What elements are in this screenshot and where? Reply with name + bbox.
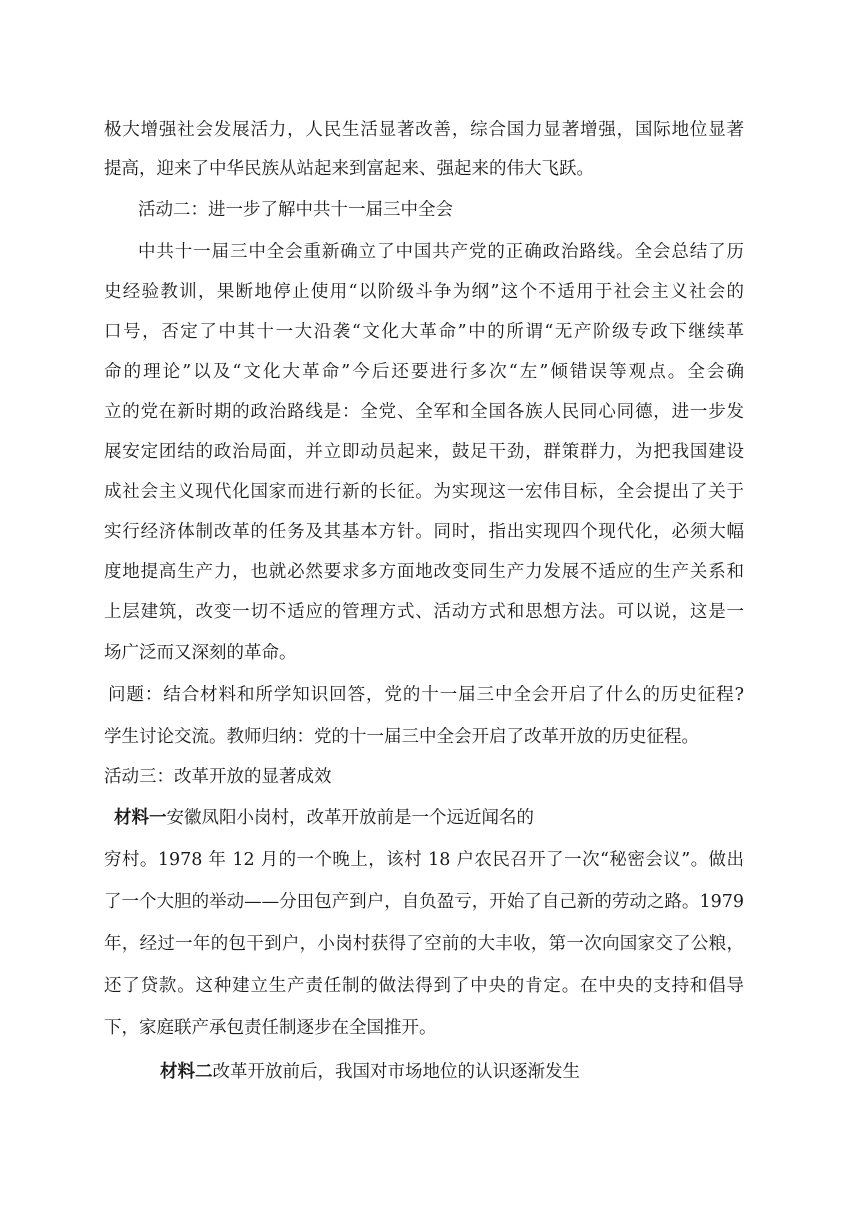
summary-line: 学生讨论交流。教师归纳：党的十一届三中全会开启了改革开放的历史征程。 [104, 727, 699, 747]
paragraph-line: 还了贷款。这种建立生产责任制的做法得到了中央的肯定。在中央的支持和倡导 [104, 976, 744, 996]
section-heading-activity-2: 活动二：进一步了解中共十一届三中全会 [138, 200, 453, 220]
paragraph-line: 命的理论”以及“文化大革命”今后还要进行多次“左”倾错误等观点。全会确 [104, 362, 744, 382]
paragraph-line: 年，经过一年的包干到户，小岗村获得了空前的大丰收，第一次向国家交了公粮， [104, 934, 744, 954]
paragraph-line: 穷村。1978 年 12 月的一个晚上，该村 18 户农民召开了一次“秘密会议”。做出 [104, 850, 744, 870]
paragraph-line: 度地提高生产力，也就必然要求多方面地改变同生产力发展不适应的生产关系和 [104, 562, 744, 582]
paragraph-line: 下，家庭联产承包责任制逐步在全国推开。 [104, 1018, 437, 1038]
paragraph-line: 上层建筑，改变一切不适应的管理方式、活动方式和思想方法。可以说，这是一 [104, 602, 744, 622]
paragraph-line: 史经验教训，果断地停止使用“以阶级斗争为纲”这个不适用于社会主义社会的 [104, 282, 744, 302]
paragraph-line: 展安定团结的政治局面，并立即动员起来，鼓足干劲，群策群力，为把我国建设 [104, 442, 744, 462]
material-two-text: 改革开放前后，我国对市场地位的认识逐渐发生 [212, 1062, 580, 1082]
question-line: 问题：结合材料和所学知识回答，党的十一届三中全会开启了什么的历史征程? [108, 685, 744, 705]
paragraph-line: 实行经济体制改革的任务及其基本方针。同时，指出实现四个现代化，必须大幅 [104, 522, 744, 542]
paragraph-line: 立的党在新时期的政治路线是：全党、全军和全国各族人民同心同德，进一步发 [104, 402, 744, 422]
paragraph-line: 中共十一届三中全会重新确立了中国共产党的正确政治路线。全会总结了历 [138, 242, 744, 262]
material-two-line [160, 1060, 744, 1084]
paragraph-line: 口号，否定了中其十一大沿袭“文化大革命”中的所谓“无产阶级专政下继续革 [104, 322, 744, 342]
paragraph-line: 场广泛而又深刻的革命。 [104, 643, 297, 663]
paragraph-line: 成社会主义现代化国家而进行新的长征。为实现这一宏伟目标，全会提出了关于 [104, 482, 744, 502]
paragraph-line: 了一个大胆的举动——分田包产到户，自负盈亏，开始了自己新的劳动之路。1979 [104, 892, 744, 912]
material-two-label: 材料二 [160, 1062, 213, 1082]
paragraph-line: 极大增强社会发展活力，人民生活显著改善，综合国力显著增强，国际地位显著 [104, 120, 744, 140]
paragraph-line: 提高，迎来了中华民族从站起来到富起来、强起来的伟大飞跃。 [104, 159, 594, 179]
material-one-text: 安徽凤阳小岗村，改革开放前是一个远近闻名的 [166, 808, 534, 828]
section-heading-activity-3: 活动三：改革开放的显著成效 [104, 767, 332, 787]
material-one-label: 材料一 [114, 808, 167, 828]
material-one-line [114, 806, 744, 830]
